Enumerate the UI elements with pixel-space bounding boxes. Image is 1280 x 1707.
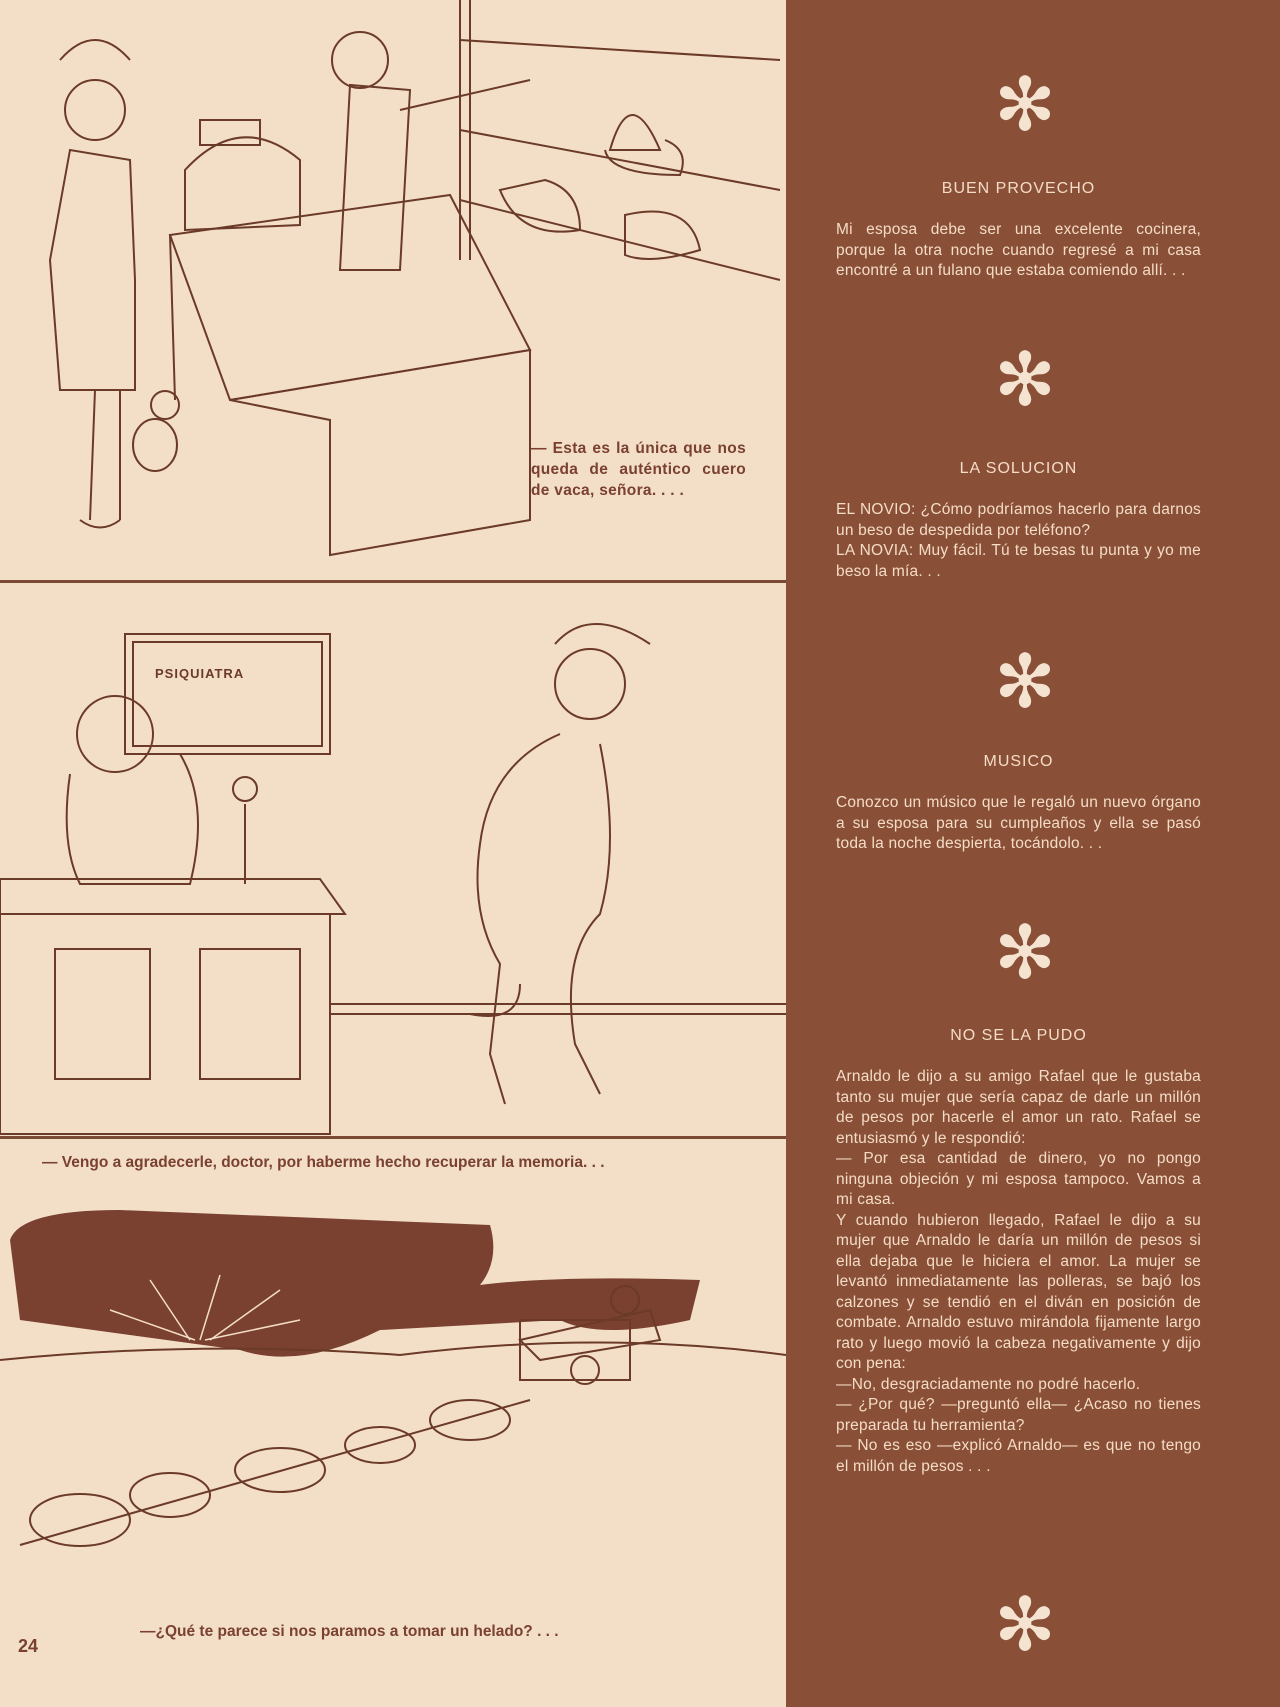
joke-body: Mi esposa debe ser una excelente cocinera, porque la otra noche cuando regresé a mi casa encontré a un fulano que estaba comiendo allí. . . [836, 221, 1201, 279]
diploma-title: PSIQUIATRA [155, 666, 245, 681]
joke-title: NO SE LA PUDO [950, 1027, 1087, 1044]
cartoon-psychiatrist-caption: — Vengo a agradecerle, doctor, por haberme hecho recuperar la memoria. . . [42, 1154, 605, 1171]
cartoon-shop [0, 0, 786, 578]
joke-body: EL NOVIO: ¿Cómo podríamos hacerlo para darnos un beso de despedida por teléfono? LA NOVIA: Muy fácil. Tú te besas tu punta y yo me beso la mía. . . [836, 501, 1201, 580]
joke-musico [836, 753, 1201, 855]
cartoon-sled-drawing [0, 1190, 786, 1610]
cartoon-sled [0, 1190, 786, 1610]
cartoon-psychiatrist-drawing [0, 584, 786, 1136]
asterisk-ornament-icon: ✻ [993, 911, 1056, 994]
joke-la-solucion [836, 460, 1201, 582]
joke-title: BUEN PROVECHO [941, 180, 1096, 197]
asterisk-ornament-icon: ✻ [993, 640, 1056, 723]
joke-buen-provecho [836, 180, 1201, 282]
joke-title: LA SOLUCION [959, 460, 1078, 477]
joke-no-se-la-pudo [836, 1027, 1201, 1477]
joke-body: Conozco un músico que le regaló un nuevo órgano a su esposa para su cumpleaños y ella se pasó toda la noche despierta, tocándolo. . . [836, 794, 1201, 852]
asterisk-ornament-icon: ✻ [993, 1583, 1056, 1666]
joke-body: Arnaldo le dijo a su amigo Rafael que le gustaba tanto su mujer que sería capaz de darle un millón de pesos por hacerle el amor un rato. Rafael se entusiasmó y le respondió: — Por esa cantidad de dinero, yo no pongo ninguna objeción y mi esposa tampoco. Vamos a mi casa. Y cuando hubieron llegado, Rafael le dijo a su mujer que Arnaldo le daría un millón de pesos si ella dejaba que le hiciera el amor. La mujer se levantó inmediatamente las polleras, se bajó los calzones y se tendió en el diván en posición de combate. Arnaldo estuvo mirándola fijamente largo rato y luego movió la cabeza negativamente y dijo con pena: —No, desgraciadamente no podré hacerlo. — ¿Por qué? —preguntó ella— ¿Acaso no tienes preparada tu herramienta? — No es eso —explicó Arnaldo— es que no tengo el millón de pesos . . . [836, 1068, 1201, 1475]
cartoon-sled-caption: —¿Qué te parece si nos paramos a tomar un helado? . . . [140, 1623, 559, 1640]
joke-title: MUSICO [983, 753, 1054, 770]
asterisk-ornament-icon: ✻ [993, 338, 1056, 421]
page-number: 24 [18, 1636, 39, 1656]
panel-divider [0, 580, 786, 583]
cartoon-psychiatrist [0, 584, 786, 1171]
panel-divider [0, 1136, 786, 1139]
asterisk-ornament-icon: ✻ [993, 63, 1056, 146]
cartoon-shop-caption: — Esta es la única que nos queda de auténtico cuero de vaca, señora. . . . [531, 440, 746, 499]
